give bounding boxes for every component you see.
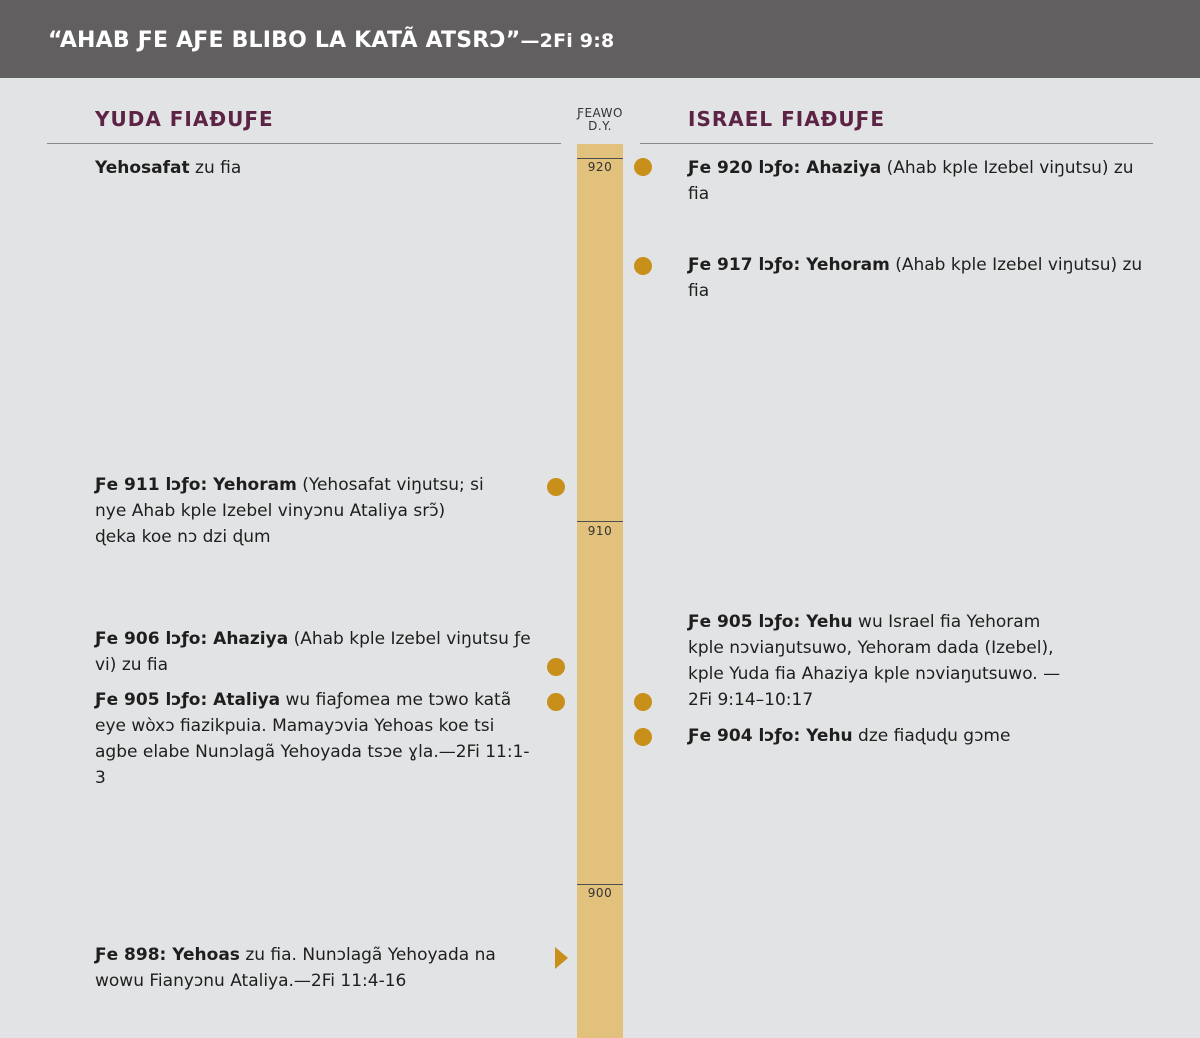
event-text: wu fiaƒomea me tɔwo katã eye wòxɔ fiazikpuia. Mamayɔvia Yehoas koe tsi agbe elabe Nunɔlagã Yehoyada tsɔe ɣla.—2Fi 11:1-3 [95,690,530,788]
tick-label-910: 910 [587,524,613,538]
israel-905-marker [634,693,652,711]
judah-event-906 [95,626,535,678]
title-reference: —2Fi 9:8 [520,30,615,52]
tick-920 [577,158,623,159]
tick-label-920: 920 [587,160,613,174]
axis-label [566,107,634,133]
israel-917-marker [634,257,652,275]
event-heading: Ƒe 906 lɔƒo: Ahaziya [95,629,289,649]
israel-event-920 [688,155,1158,207]
judah-event-905 [95,687,530,791]
judah-event-898 [95,942,530,994]
tick-label-900: 900 [587,886,613,900]
event-heading: Ƒe 898: Yehoas [95,945,240,965]
event-text: zu fia. Nunɔlagã Yehoyada na wowu Fianyɔnu Ataliya.—2Fi 11:4-16 [95,945,496,991]
judah-column-title: YUDA FIAĐUƑE [95,107,274,131]
judah-911-marker [547,478,565,496]
event-heading: Ƒe 911 lɔƒo: Yehoram [95,475,297,495]
israel-event-905 [688,609,1068,713]
judah-906-marker [547,658,565,676]
event-heading: Ƒe 920 lɔƒo: Ahaziya [688,158,882,178]
title-text: “AHAB ƑE AƑE BLIBO LA KATÃ ATSRƆ” [48,28,521,53]
timeline-bar [577,144,623,1038]
event-heading: Ƒe 904 lɔƒo: Yehu [688,726,853,746]
event-heading: Ƒe 917 lɔƒo: Yehoram [688,255,890,275]
event-heading: Ƒe 905 lɔƒo: Yehu [688,612,853,632]
event-heading: Yehosafat [95,158,190,178]
israel-column-rule [640,143,1153,144]
event-heading: Ƒe 905 lɔƒo: Ataliya [95,690,281,710]
event-text: (Ahab kple Izebel viŋutsu) zu fia [688,255,1143,301]
header-bar [0,0,1200,78]
israel-column-title: ISRAEL FIAĐUƑE [688,107,885,131]
judah-event-911 [95,472,485,550]
tick-910 [577,521,623,522]
event-text: (Ahab kple Izebel viŋutsu ƒe vi) zu fia [95,629,531,675]
judah-event-yehosafat [95,155,535,181]
page-title [48,28,614,53]
event-text: wu Israel fia Yehoram kple nɔviaŋutsuwo, Yehoram dada (Izebel), kple Yuda fia Ahaziya kple nɔviaŋutsuwo. —2Fi 9:14–10:17 [688,612,1061,710]
tick-900 [577,884,623,885]
event-text: (Ahab kple Izebel viŋutsu) zu fia [688,158,1134,204]
israel-event-904 [688,723,1158,749]
event-text: dze fiaɖuɖu gɔme [852,726,1011,746]
israel-event-917 [688,252,1158,304]
judah-898-arrow-icon [555,947,568,969]
judah-905-marker [547,693,565,711]
judah-column-rule [47,143,561,144]
event-text: zu fia [189,158,242,178]
axis-label-years: ƑEAWO [577,106,623,120]
axis-label-era: D.Y. [588,119,612,133]
israel-904-marker [634,728,652,746]
israel-920-marker [634,158,652,176]
event-text: (Yehosafat viŋutsu; si nye Ahab kple Izebel vinyɔnu Ataliya srɔ̃) ɖeka koe nɔ dzi ɖum [95,475,484,547]
